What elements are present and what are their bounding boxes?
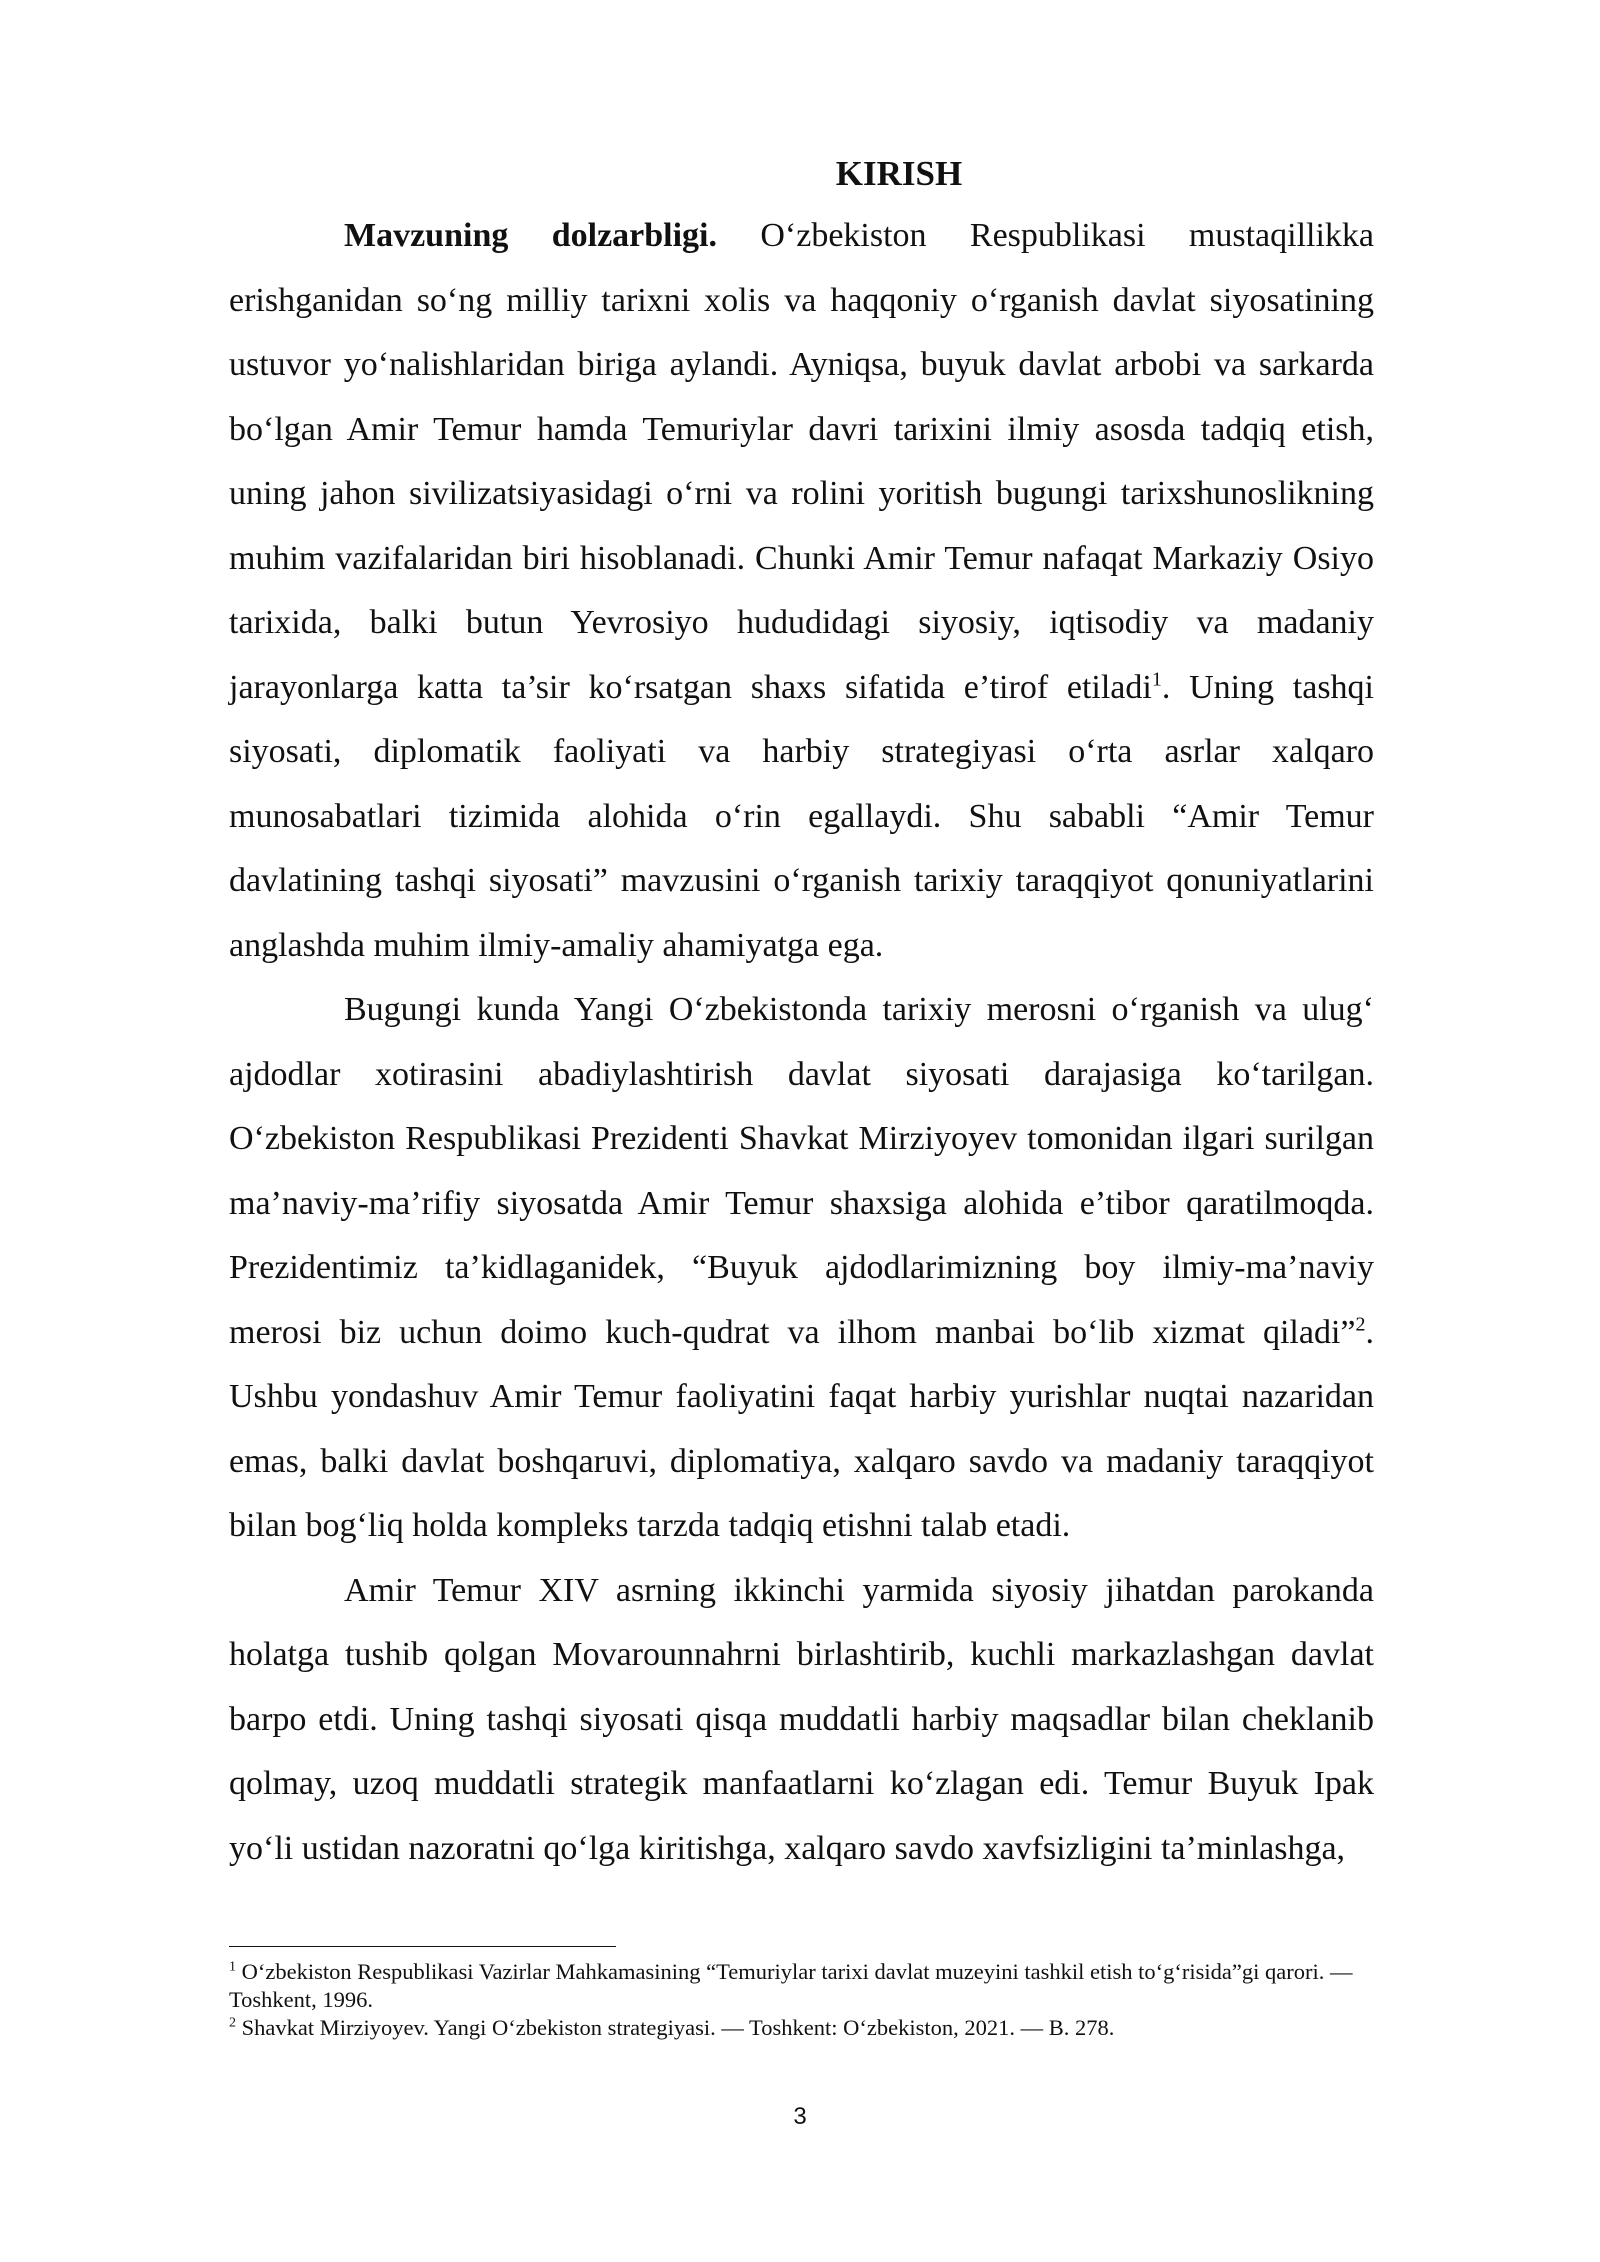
- paragraph-text: O‘zbekiston Respublikasi mustaqillikka erishganidan so‘ng milliy tarixni xolis va haqqoniy o‘rganish davlat siyosatining ustuvor yo‘nalishlaridan biriga aylandi. Ayniqsa, buyuk davlat arbobi va sarkarda bo‘lgan Amir Temur hamda Temuriylar davri tarixini ilmiy asosda tadqiq etish, uning jahon sivilizatsiyasidagi o‘rni va rolini yoritish bugungi tarixshunoslikning muhim vazifalaridan biri hisoblanadi. Chunki Amir Temur nafaqat Markaziy Osiyo tarixida, balki butun Yevrosiyo hududidagi siyosiy, iqtisodiy va madaniy jarayonlarga katta ta’sir ko‘rsatgan shaxs sifatida e’tirof etiladi: [229, 217, 1374, 706]
- paragraph-new-uzbekistan: [229, 978, 1374, 1559]
- body-text: [229, 150, 1374, 1881]
- footnote-item: [229, 1958, 1374, 2014]
- paragraph-text: . Uning tashqi siyosati, diplomatik faoliyati va harbiy strategiyasi o‘rta asrlar xalqaro munosabatlari tizimida alohida o‘rin egallaydi. Shu sababli “Amir Temur davlatining tashqi siyosati” mavzusini o‘rganish tarixiy taraqqiyot qonuniyatlarini anglashda muhim ilmiy-amaliy ahamiyatga ega.: [229, 668, 1375, 964]
- paragraph-foreign-policy: Amir Temur XIV asrning ikkinchi yarmida siyosiy jihatdan parokanda holatga tushib qolgan Movarounnahrni birlashtirib, kuchli markazlashgan davlat barpo etdi. Uning tashqi siyosati qisqa muddatli harbiy maqsadlar bilan cheklanib qolmay, uzoq muddatli strategik manfaatlarni ko‘zlagan edi. Temur Buyuk Ipak yo‘li ustidan nazoratni qo‘lga kiritishga, xalqaro savdo xavfsizligini ta’minlashga,: [229, 1571, 1374, 1867]
- footnote-item: [229, 2014, 1374, 2042]
- paragraph-lead-heading: Mavzuning dolzarbligi.: [344, 217, 717, 254]
- footnote-mark: 1: [229, 1959, 236, 1975]
- footnote-reference: 2: [1355, 1313, 1366, 1336]
- paragraph-text: . Ushbu yondashuv Amir Temur faoliyatini faqat harbiy yurishlar nuqtai nazaridan emas, balki davlat boshqaruvi, diplomatiya, xalqaro savdo va madaniy taraqqiyot bilan bog‘liq holda kompleks tarzda tadqiq etishni talab etadi.: [229, 1313, 1374, 1544]
- chapter-title: KIRISH: [835, 154, 963, 193]
- footnote-text: O‘zbekiston Respublikasi Vazirlar Mahkamasining “Temuriylar tarixi davlat muzeyini tashkil etish to‘g‘risida”gi qarori. — Toshkent, 1996.: [229, 1959, 1353, 2012]
- page-number: 3: [793, 2103, 807, 2130]
- footnote-mark: 2: [229, 2015, 236, 2031]
- footnotes: [229, 1958, 1374, 2042]
- footnote-reference: 1: [1151, 668, 1162, 691]
- paragraph-text: Bugungi kunda Yangi O‘zbekistonda tarixiy merosni o‘rganish va ulug‘ ajdodlar xotirasini abadiylashtirish davlat siyosati darajasiga ko‘tarilgan. O‘zbekiston Respublikasi Prezidenti Shavkat Mirziyoyev tomonidan ilgari surilgan ma’naviy-ma’rifiy siyosatda Amir Temur shaxsiga alohida e’tibor qaratilmoqda. Prezidentimiz ta’kidlaganidek, “Buyuk ajdodlarimizning boy ilmiy-ma’naviy merosi biz uchun doimo kuch-qudrat va ilhom manbai bo‘lib xizmat qiladi”: [229, 991, 1374, 1351]
- footnote-text: Shavkat Mirziyoyev. Yangi O‘zbekiston strategiyasi. — Toshkent: O‘zbekiston, 2021. — B. 278.: [236, 2015, 1115, 2040]
- footnote-separator: [229, 1946, 616, 1947]
- paragraph-relevance: [229, 204, 1374, 978]
